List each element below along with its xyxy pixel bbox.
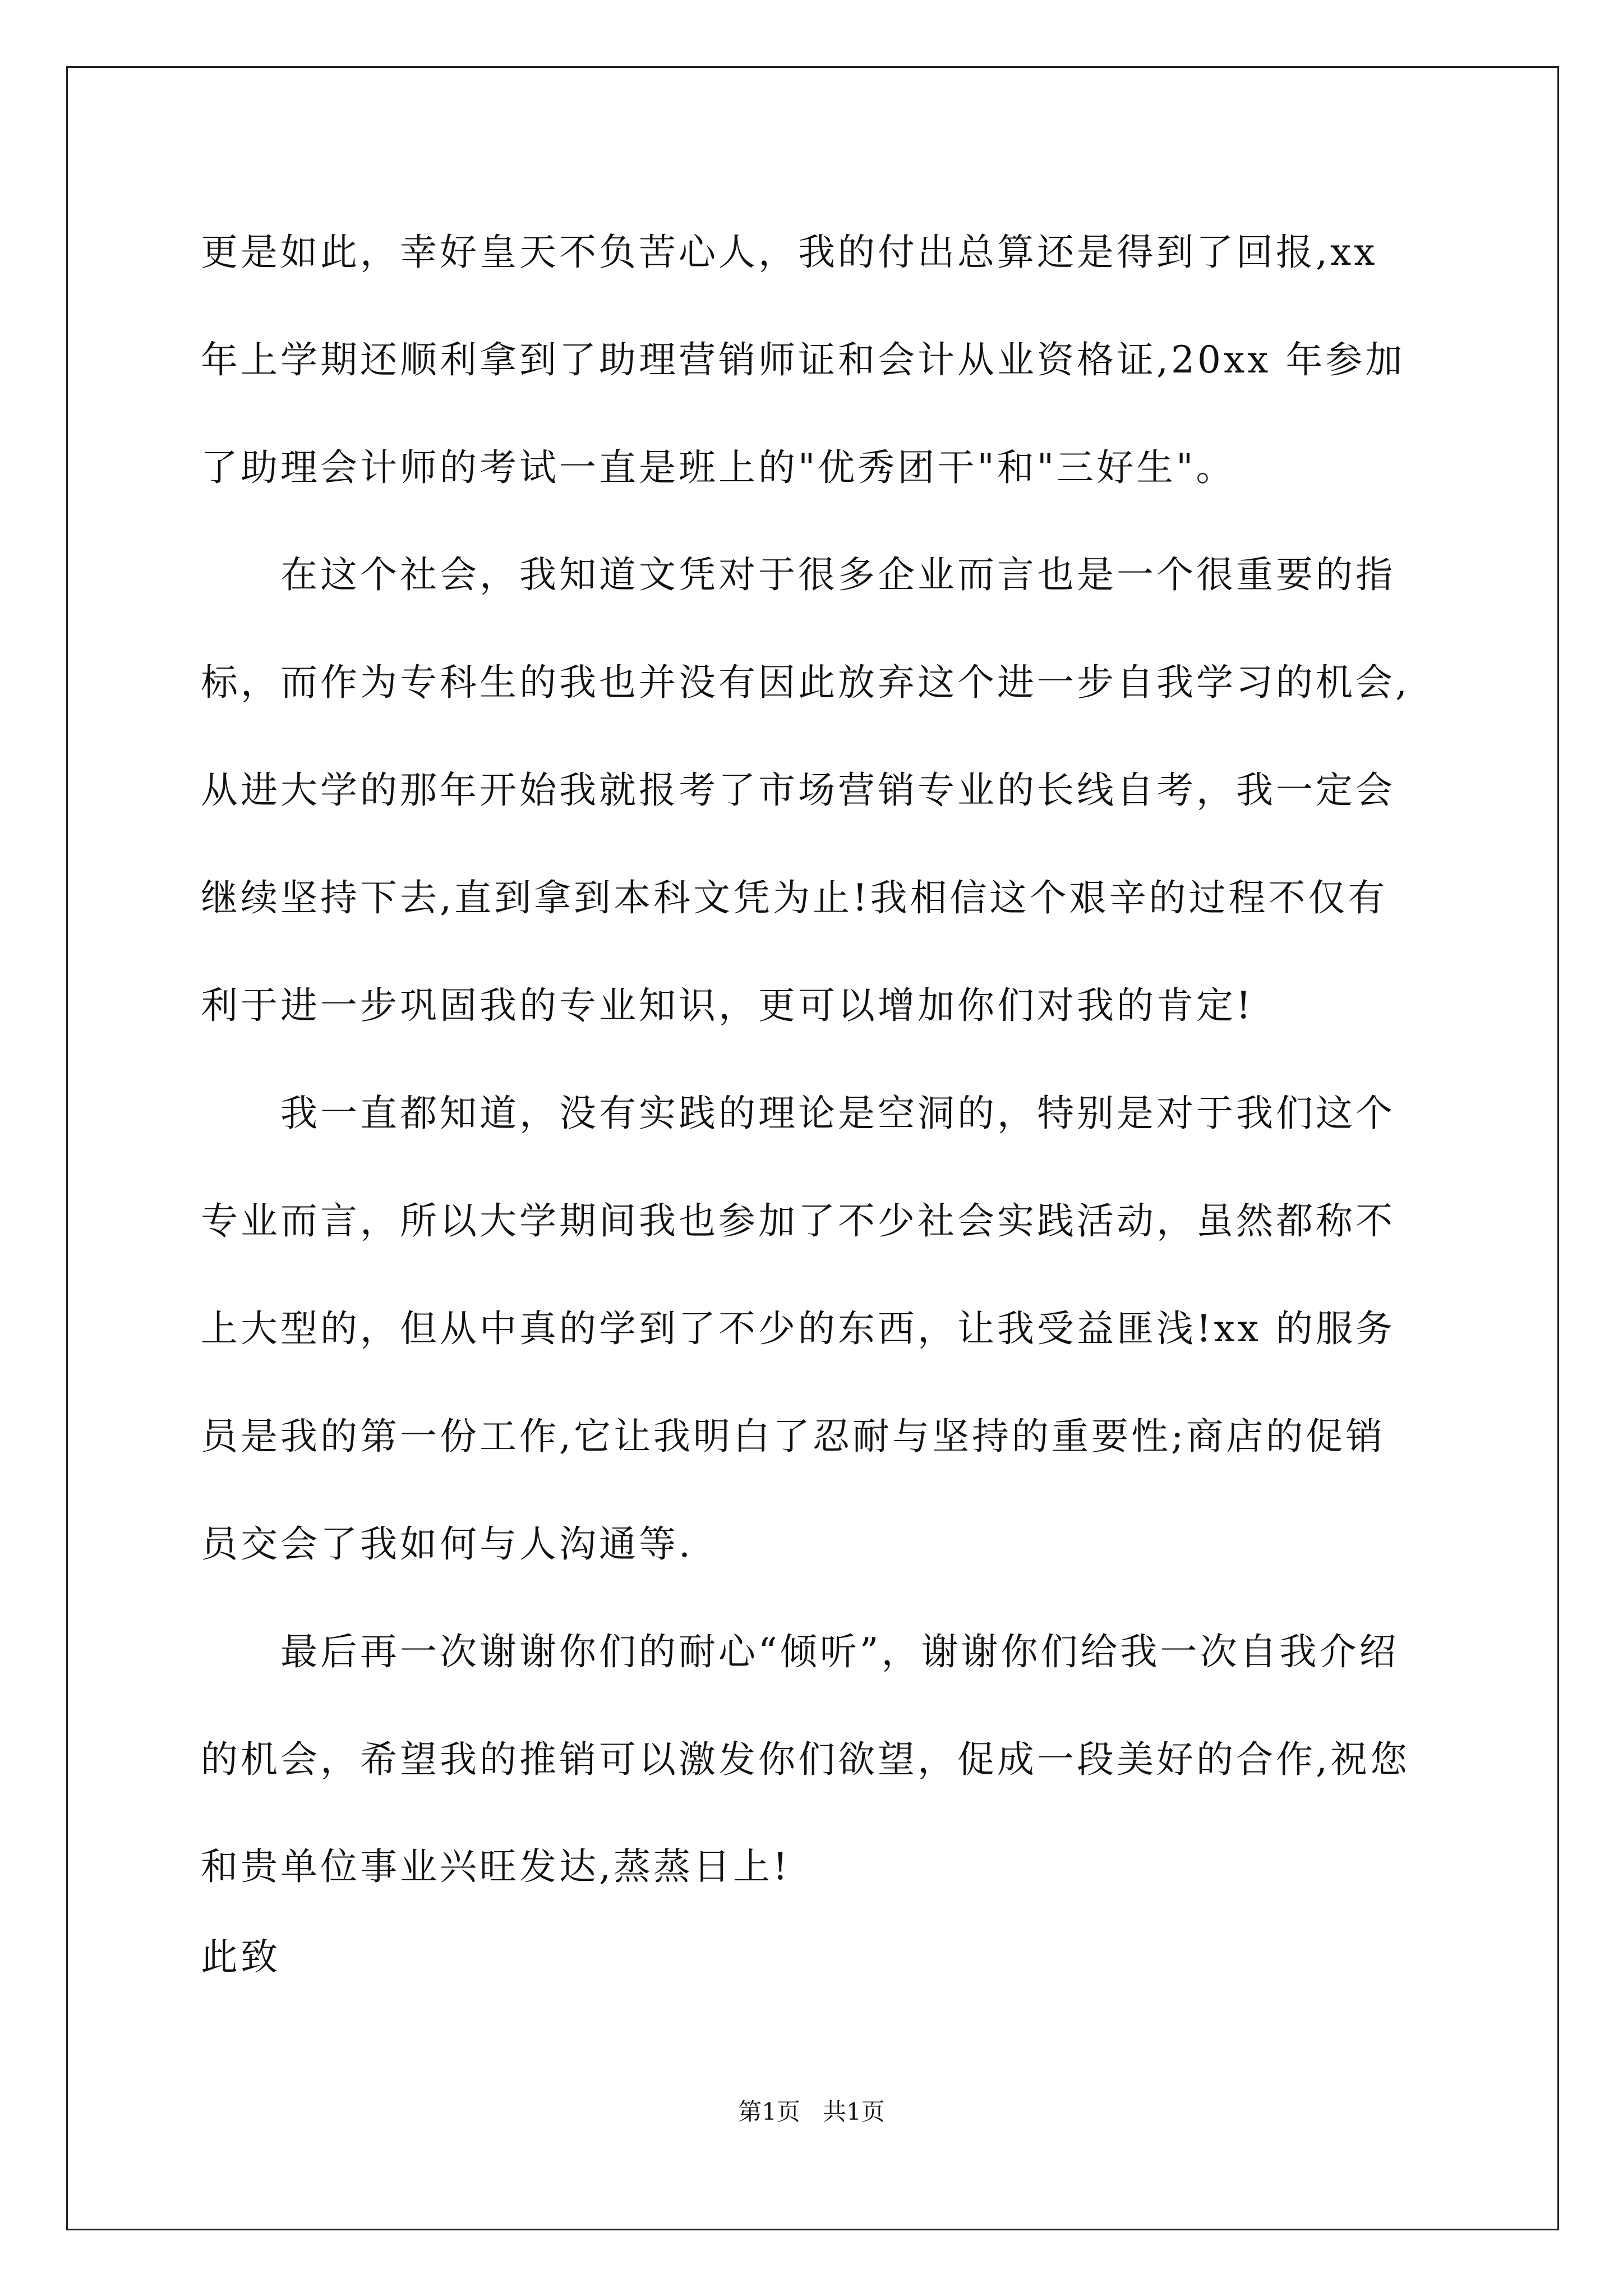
page-number-footer: 第1页 共1页 (738, 2098, 885, 2125)
body-line-13: 员交会了我如何与人沟通等. (201, 1522, 693, 1566)
body-line-9: 我一直都知道，没有实践的理论是空洞的，特别是对于我们这个 (280, 1092, 1395, 1135)
body-line-16: 和贵单位事业兴旺发达,蒸蒸日上! (201, 1845, 791, 1888)
body-line-4: 在这个社会，我知道文凭对于很多企业而言也是一个很重要的指 (280, 553, 1395, 596)
body-line-5: 标，而作为专科生的我也并没有因此放弃这个进一步自我学习的机会, (201, 661, 1410, 704)
body-line-7: 继续坚持下去,直到拿到本科文凭为止!我相信这个艰辛的过程不仅有 (201, 876, 1388, 919)
closing-salutation: 此致 (201, 1935, 280, 1978)
body-line-15: 的机会，希望我的推销可以激发你们欲望，促成一段美好的合作,祝您 (201, 1738, 1410, 1781)
body-line-8: 利于进一步巩固我的专业知识，更可以增加你们对我的肯定! (201, 984, 1254, 1027)
body-line-11: 上大型的，但从中真的学到了不少的东西，让我受益匪浅!xx 的服务 (201, 1307, 1395, 1350)
body-line-6: 从进大学的那年开始我就报考了市场营销专业的长线自考，我一定会 (201, 769, 1395, 812)
page-border (66, 66, 1559, 2230)
body-line-1: 更是如此，幸好皇天不负苦心人，我的付出总算还是得到了回报,xx (201, 231, 1378, 274)
body-line-12: 员是我的第一份工作,它让我明白了忍耐与坚持的重要性;商店的促销 (201, 1415, 1386, 1458)
body-line-14: 最后再一次谢谢你们的耐心“倾听”，谢谢你们给我一次自我介绍 (280, 1630, 1399, 1673)
body-line-10: 专业而言，所以大学期间我也参加了不少社会实践活动，虽然都称不 (201, 1199, 1395, 1243)
body-line-2: 年上学期还顺利拿到了助理营销师证和会计从业资格证,20xx 年参加 (201, 338, 1405, 381)
body-line-3: 了助理会计师的考试一直是班上的"优秀团干"和"三好生"。 (201, 446, 1236, 489)
